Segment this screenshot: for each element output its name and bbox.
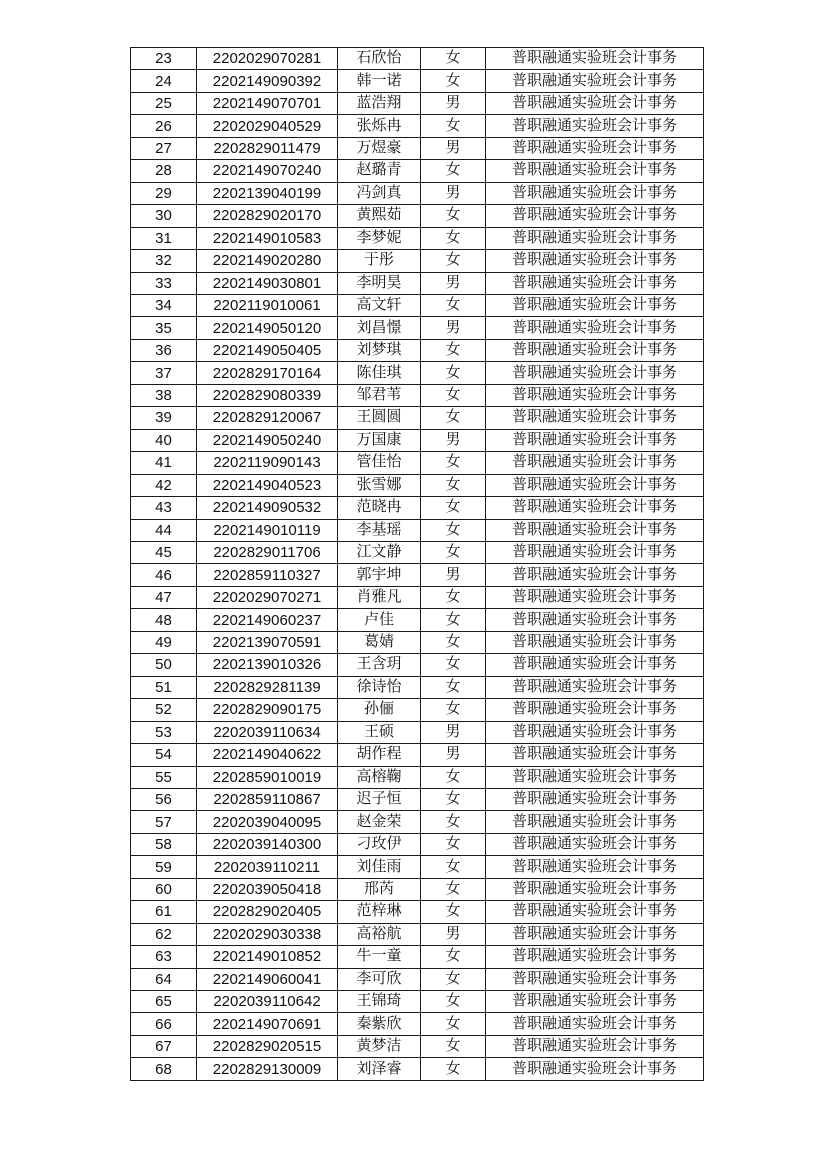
cell-gender: 女 (421, 339, 486, 361)
cell-student_id: 2202149010852 (197, 946, 338, 968)
cell-gender: 女 (421, 991, 486, 1013)
cell-num: 54 (131, 744, 197, 766)
cell-class_name: 普职融通实验班会计事务 (486, 160, 704, 182)
table-row (131, 160, 704, 182)
cell-student_id: 2202029040529 (197, 115, 338, 137)
cell-num: 35 (131, 317, 197, 339)
table-row (131, 901, 704, 923)
table-row (131, 1013, 704, 1035)
table-row (131, 1058, 704, 1081)
cell-gender: 女 (421, 541, 486, 563)
cell-class_name: 普职融通实验班会计事务 (486, 744, 704, 766)
cell-class_name: 普职融通实验班会计事务 (486, 182, 704, 204)
cell-num: 39 (131, 407, 197, 429)
cell-name: 高榕鞠 (338, 766, 421, 788)
cell-student_id: 2202829130009 (197, 1058, 338, 1081)
cell-class_name: 普职融通实验班会计事务 (486, 721, 704, 743)
table-row (131, 48, 704, 70)
cell-num: 46 (131, 564, 197, 586)
cell-num: 27 (131, 137, 197, 159)
cell-name: 孙俪 (338, 699, 421, 721)
cell-num: 33 (131, 272, 197, 294)
cell-gender: 女 (421, 811, 486, 833)
cell-name: 韩一诺 (338, 70, 421, 92)
cell-class_name: 普职融通实验班会计事务 (486, 497, 704, 519)
cell-gender: 男 (421, 92, 486, 114)
cell-class_name: 普职融通实验班会计事务 (486, 901, 704, 923)
cell-student_id: 2202149050120 (197, 317, 338, 339)
cell-gender: 女 (421, 609, 486, 631)
cell-student_id: 2202139010326 (197, 654, 338, 676)
cell-name: 卢佳 (338, 609, 421, 631)
table-row (131, 182, 704, 204)
cell-num: 44 (131, 519, 197, 541)
cell-class_name: 普职融通实验班会计事务 (486, 878, 704, 900)
table-row (131, 362, 704, 384)
cell-class_name: 普职融通实验班会计事务 (486, 991, 704, 1013)
cell-gender: 女 (421, 946, 486, 968)
cell-gender: 女 (421, 654, 486, 676)
cell-num: 23 (131, 48, 197, 70)
cell-class_name: 普职融通实验班会计事务 (486, 384, 704, 406)
cell-num: 62 (131, 923, 197, 945)
cell-class_name: 普职融通实验班会计事务 (486, 654, 704, 676)
cell-class_name: 普职融通实验班会计事务 (486, 205, 704, 227)
cell-student_id: 2202149010119 (197, 519, 338, 541)
cell-gender: 男 (421, 923, 486, 945)
table-row (131, 250, 704, 272)
cell-name: 黄梦洁 (338, 1035, 421, 1057)
cell-class_name: 普职融通实验班会计事务 (486, 1035, 704, 1057)
cell-student_id: 2202149090392 (197, 70, 338, 92)
cell-class_name: 普职融通实验班会计事务 (486, 137, 704, 159)
cell-num: 38 (131, 384, 197, 406)
cell-name: 王圆圆 (338, 407, 421, 429)
cell-num: 68 (131, 1058, 197, 1081)
cell-name: 冯剑真 (338, 182, 421, 204)
cell-class_name: 普职融通实验班会计事务 (486, 362, 704, 384)
table-row (131, 227, 704, 249)
cell-num: 48 (131, 609, 197, 631)
cell-class_name: 普职融通实验班会计事务 (486, 968, 704, 990)
cell-name: 王含玥 (338, 654, 421, 676)
cell-gender: 女 (421, 968, 486, 990)
cell-student_id: 2202039040095 (197, 811, 338, 833)
table-row (131, 339, 704, 361)
cell-student_id: 2202829020170 (197, 205, 338, 227)
table-row (131, 676, 704, 698)
cell-name: 高裕航 (338, 923, 421, 945)
table-row (131, 92, 704, 114)
cell-student_id: 2202149070240 (197, 160, 338, 182)
cell-gender: 男 (421, 429, 486, 451)
cell-class_name: 普职融通实验班会计事务 (486, 856, 704, 878)
cell-gender: 女 (421, 497, 486, 519)
cell-gender: 女 (421, 294, 486, 316)
cell-name: 江文静 (338, 541, 421, 563)
cell-num: 25 (131, 92, 197, 114)
cell-student_id: 2202039110642 (197, 991, 338, 1013)
cell-student_id: 2202829090175 (197, 699, 338, 721)
cell-gender: 女 (421, 901, 486, 923)
cell-class_name: 普职融通实验班会计事务 (486, 339, 704, 361)
cell-gender: 女 (421, 384, 486, 406)
cell-num: 32 (131, 250, 197, 272)
cell-num: 53 (131, 721, 197, 743)
cell-student_id: 2202119010061 (197, 294, 338, 316)
cell-name: 肖雅凡 (338, 586, 421, 608)
cell-name: 葛婧 (338, 631, 421, 653)
cell-class_name: 普职融通实验班会计事务 (486, 452, 704, 474)
cell-name: 刘昌憬 (338, 317, 421, 339)
cell-num: 59 (131, 856, 197, 878)
cell-name: 刁玫伊 (338, 833, 421, 855)
table-row (131, 317, 704, 339)
cell-class_name: 普职融通实验班会计事务 (486, 833, 704, 855)
cell-name: 牛一童 (338, 946, 421, 968)
cell-num: 28 (131, 160, 197, 182)
table-row (131, 137, 704, 159)
cell-num: 56 (131, 788, 197, 810)
cell-gender: 女 (421, 1013, 486, 1035)
cell-num: 55 (131, 766, 197, 788)
cell-name: 赵金荣 (338, 811, 421, 833)
cell-num: 42 (131, 474, 197, 496)
cell-gender: 女 (421, 1058, 486, 1081)
cell-gender: 男 (421, 182, 486, 204)
cell-gender: 女 (421, 833, 486, 855)
cell-gender: 女 (421, 48, 486, 70)
cell-student_id: 2202829011479 (197, 137, 338, 159)
cell-num: 67 (131, 1035, 197, 1057)
table-row (131, 384, 704, 406)
cell-num: 30 (131, 205, 197, 227)
table-row (131, 609, 704, 631)
cell-class_name: 普职融通实验班会计事务 (486, 48, 704, 70)
table-row (131, 968, 704, 990)
cell-class_name: 普职融通实验班会计事务 (486, 115, 704, 137)
table-row (131, 272, 704, 294)
cell-student_id: 2202029030338 (197, 923, 338, 945)
cell-gender: 女 (421, 1035, 486, 1057)
cell-gender: 女 (421, 115, 486, 137)
cell-student_id: 2202039110211 (197, 856, 338, 878)
cell-gender: 女 (421, 676, 486, 698)
cell-name: 张雪娜 (338, 474, 421, 496)
cell-gender: 男 (421, 721, 486, 743)
cell-student_id: 2202829020515 (197, 1035, 338, 1057)
cell-class_name: 普职融通实验班会计事务 (486, 676, 704, 698)
cell-gender: 男 (421, 317, 486, 339)
cell-gender: 女 (421, 856, 486, 878)
table-row (131, 721, 704, 743)
table-row (131, 946, 704, 968)
cell-name: 万国康 (338, 429, 421, 451)
table-row (131, 564, 704, 586)
cell-gender: 女 (421, 160, 486, 182)
cell-class_name: 普职融通实验班会计事务 (486, 1058, 704, 1081)
cell-num: 65 (131, 991, 197, 1013)
table-row (131, 654, 704, 676)
cell-num: 64 (131, 968, 197, 990)
cell-name: 于彤 (338, 250, 421, 272)
cell-class_name: 普职融通实验班会计事务 (486, 407, 704, 429)
cell-class_name: 普职融通实验班会计事务 (486, 609, 704, 631)
cell-student_id: 2202149070701 (197, 92, 338, 114)
cell-num: 41 (131, 452, 197, 474)
cell-num: 34 (131, 294, 197, 316)
cell-name: 万煜豪 (338, 137, 421, 159)
cell-name: 迟子恒 (338, 788, 421, 810)
cell-student_id: 2202829011706 (197, 541, 338, 563)
cell-student_id: 2202149040622 (197, 744, 338, 766)
cell-class_name: 普职融通实验班会计事务 (486, 474, 704, 496)
cell-num: 57 (131, 811, 197, 833)
cell-num: 60 (131, 878, 197, 900)
cell-student_id: 2202859010019 (197, 766, 338, 788)
cell-class_name: 普职融通实验班会计事务 (486, 429, 704, 451)
cell-gender: 女 (421, 474, 486, 496)
table-row (131, 429, 704, 451)
cell-student_id: 2202149010583 (197, 227, 338, 249)
cell-student_id: 2202039110634 (197, 721, 338, 743)
cell-num: 52 (131, 699, 197, 721)
cell-num: 29 (131, 182, 197, 204)
table-row (131, 856, 704, 878)
cell-student_id: 2202149090532 (197, 497, 338, 519)
cell-num: 47 (131, 586, 197, 608)
cell-gender: 男 (421, 564, 486, 586)
cell-class_name: 普职融通实验班会计事务 (486, 586, 704, 608)
cell-name: 刘泽睿 (338, 1058, 421, 1081)
cell-num: 49 (131, 631, 197, 653)
table-row (131, 115, 704, 137)
cell-num: 63 (131, 946, 197, 968)
cell-num: 66 (131, 1013, 197, 1035)
cell-student_id: 2202149050405 (197, 339, 338, 361)
table-row (131, 833, 704, 855)
cell-student_id: 2202829020405 (197, 901, 338, 923)
cell-num: 26 (131, 115, 197, 137)
cell-name: 王硕 (338, 721, 421, 743)
cell-class_name: 普职融通实验班会计事务 (486, 294, 704, 316)
cell-gender: 女 (421, 699, 486, 721)
table-row (131, 991, 704, 1013)
cell-name: 高文轩 (338, 294, 421, 316)
cell-class_name: 普职融通实验班会计事务 (486, 699, 704, 721)
cell-num: 50 (131, 654, 197, 676)
cell-name: 刘梦琪 (338, 339, 421, 361)
cell-class_name: 普职融通实验班会计事务 (486, 272, 704, 294)
cell-name: 黄熙茹 (338, 205, 421, 227)
cell-name: 陈佳琪 (338, 362, 421, 384)
cell-student_id: 2202119090143 (197, 452, 338, 474)
cell-num: 31 (131, 227, 197, 249)
cell-name: 范晓冉 (338, 497, 421, 519)
cell-student_id: 2202149070691 (197, 1013, 338, 1035)
table-row (131, 744, 704, 766)
cell-name: 李基瑶 (338, 519, 421, 541)
table-row (131, 205, 704, 227)
cell-class_name: 普职融通实验班会计事务 (486, 923, 704, 945)
cell-student_id: 2202149060237 (197, 609, 338, 631)
table-row (131, 586, 704, 608)
cell-class_name: 普职融通实验班会计事务 (486, 788, 704, 810)
cell-student_id: 2202149020280 (197, 250, 338, 272)
cell-name: 郭宇坤 (338, 564, 421, 586)
cell-gender: 女 (421, 788, 486, 810)
cell-num: 37 (131, 362, 197, 384)
cell-name: 李可欣 (338, 968, 421, 990)
cell-name: 邹君苇 (338, 384, 421, 406)
cell-num: 45 (131, 541, 197, 563)
cell-name: 徐诗怡 (338, 676, 421, 698)
cell-class_name: 普职融通实验班会计事务 (486, 227, 704, 249)
table-row (131, 699, 704, 721)
cell-num: 61 (131, 901, 197, 923)
cell-student_id: 2202139070591 (197, 631, 338, 653)
cell-name: 石欣怡 (338, 48, 421, 70)
cell-gender: 女 (421, 586, 486, 608)
cell-class_name: 普职融通实验班会计事务 (486, 317, 704, 339)
cell-name: 胡作程 (338, 744, 421, 766)
cell-student_id: 2202859110867 (197, 788, 338, 810)
cell-name: 王锦琦 (338, 991, 421, 1013)
cell-gender: 女 (421, 70, 486, 92)
table-row (131, 766, 704, 788)
cell-name: 李梦妮 (338, 227, 421, 249)
cell-gender: 女 (421, 407, 486, 429)
table-row (131, 519, 704, 541)
cell-class_name: 普职融通实验班会计事务 (486, 92, 704, 114)
cell-gender: 女 (421, 452, 486, 474)
table-row (131, 541, 704, 563)
table-row (131, 474, 704, 496)
cell-class_name: 普职融通实验班会计事务 (486, 946, 704, 968)
cell-name: 管佳怡 (338, 452, 421, 474)
cell-student_id: 2202829281139 (197, 676, 338, 698)
table-row (131, 294, 704, 316)
cell-gender: 女 (421, 631, 486, 653)
cell-student_id: 2202149060041 (197, 968, 338, 990)
cell-student_id: 2202149030801 (197, 272, 338, 294)
cell-name: 张烁冉 (338, 115, 421, 137)
cell-student_id: 2202829120067 (197, 407, 338, 429)
table-row (131, 878, 704, 900)
cell-gender: 女 (421, 878, 486, 900)
table-row (131, 70, 704, 92)
cell-class_name: 普职融通实验班会计事务 (486, 519, 704, 541)
cell-class_name: 普职融通实验班会计事务 (486, 811, 704, 833)
cell-class_name: 普职融通实验班会计事务 (486, 631, 704, 653)
cell-gender: 女 (421, 250, 486, 272)
cell-student_id: 2202829080339 (197, 384, 338, 406)
cell-student_id: 2202039050418 (197, 878, 338, 900)
cell-class_name: 普职融通实验班会计事务 (486, 250, 704, 272)
table-row (131, 788, 704, 810)
cell-class_name: 普职融通实验班会计事务 (486, 1013, 704, 1035)
student-roster-table (130, 47, 704, 1081)
table-row (131, 497, 704, 519)
cell-student_id: 2202139040199 (197, 182, 338, 204)
cell-class_name: 普职融通实验班会计事务 (486, 541, 704, 563)
table-row (131, 811, 704, 833)
cell-name: 范梓琳 (338, 901, 421, 923)
cell-name: 李明昊 (338, 272, 421, 294)
cell-name: 刘佳雨 (338, 856, 421, 878)
cell-num: 51 (131, 676, 197, 698)
cell-student_id: 2202029070271 (197, 586, 338, 608)
cell-gender: 女 (421, 227, 486, 249)
student-table-body (131, 48, 704, 1081)
cell-name: 秦紫欣 (338, 1013, 421, 1035)
cell-gender: 女 (421, 766, 486, 788)
cell-gender: 女 (421, 205, 486, 227)
table-row (131, 452, 704, 474)
cell-name: 邢芮 (338, 878, 421, 900)
cell-gender: 女 (421, 362, 486, 384)
cell-student_id: 2202039140300 (197, 833, 338, 855)
cell-student_id: 2202859110327 (197, 564, 338, 586)
cell-num: 58 (131, 833, 197, 855)
cell-name: 赵璐青 (338, 160, 421, 182)
cell-class_name: 普职融通实验班会计事务 (486, 70, 704, 92)
cell-gender: 男 (421, 137, 486, 159)
cell-gender: 女 (421, 519, 486, 541)
cell-class_name: 普职融通实验班会计事务 (486, 766, 704, 788)
table-row (131, 1035, 704, 1057)
cell-gender: 男 (421, 272, 486, 294)
table-row (131, 631, 704, 653)
table-row (131, 407, 704, 429)
cell-num: 40 (131, 429, 197, 451)
cell-num: 24 (131, 70, 197, 92)
cell-class_name: 普职融通实验班会计事务 (486, 564, 704, 586)
cell-gender: 男 (421, 744, 486, 766)
cell-num: 43 (131, 497, 197, 519)
cell-name: 蓝浩翔 (338, 92, 421, 114)
cell-student_id: 2202149040523 (197, 474, 338, 496)
cell-student_id: 2202149050240 (197, 429, 338, 451)
cell-student_id: 2202829170164 (197, 362, 338, 384)
table-row (131, 923, 704, 945)
cell-num: 36 (131, 339, 197, 361)
cell-student_id: 2202029070281 (197, 48, 338, 70)
